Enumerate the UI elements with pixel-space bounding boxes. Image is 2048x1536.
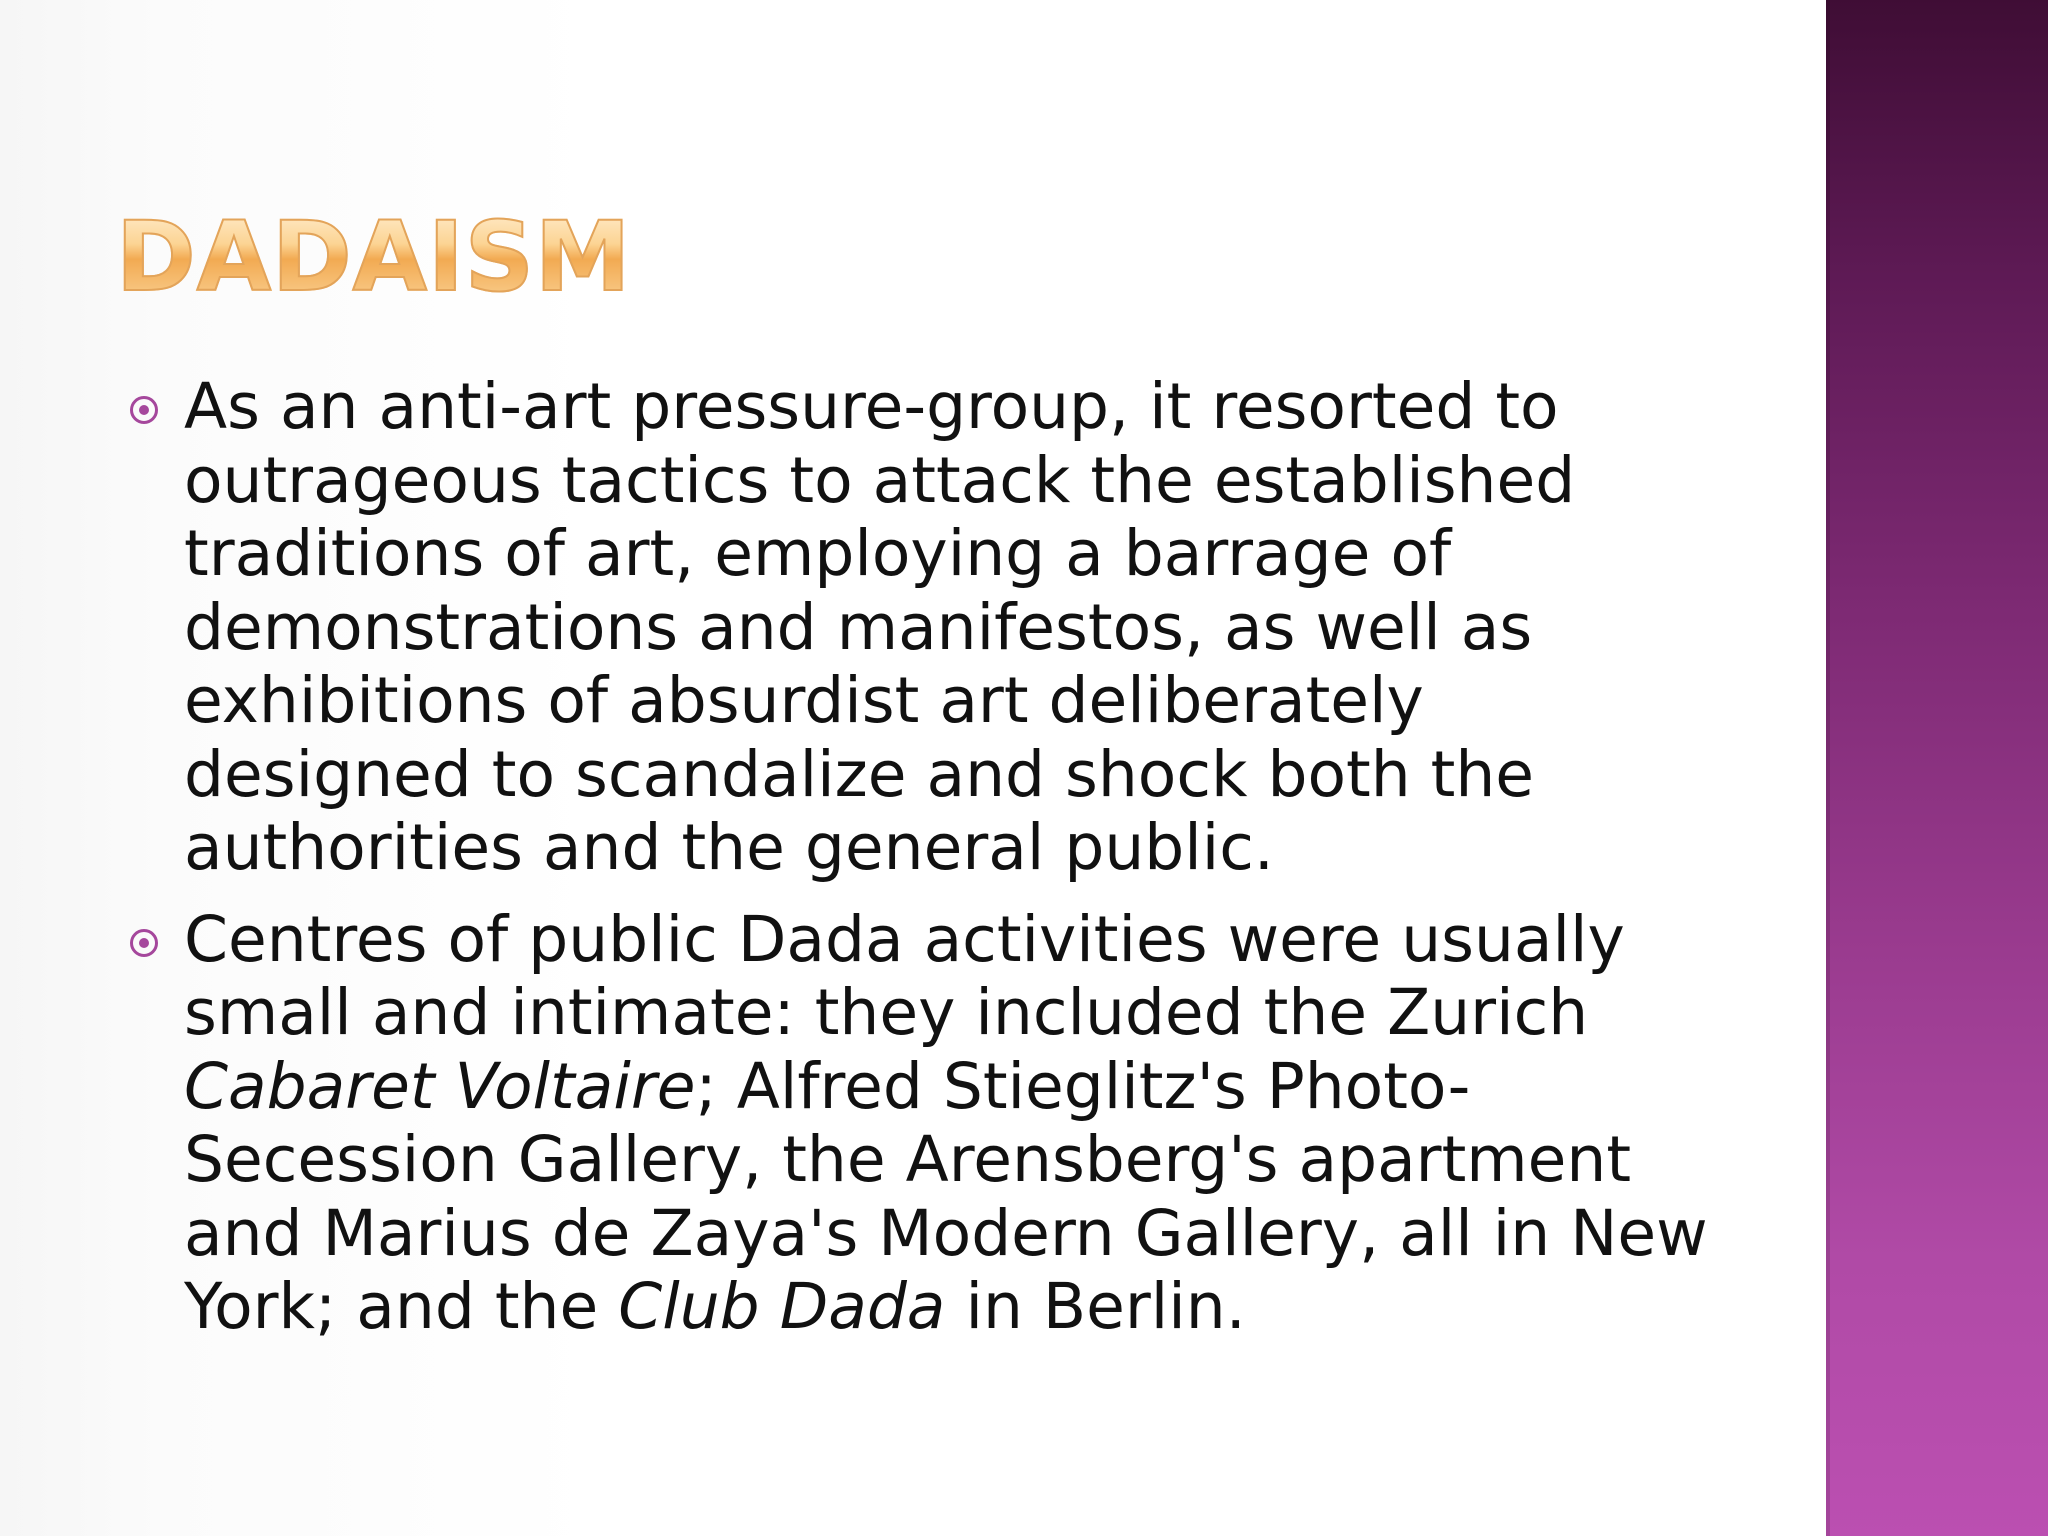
right-decorative-band <box>1826 0 2048 1536</box>
bullet-list <box>184 370 1714 1362</box>
bullet-text-2 <box>184 903 1708 1344</box>
bullet-item-1 <box>184 370 1714 885</box>
bullet-item-2 <box>184 903 1714 1344</box>
band-edge-shadow <box>1826 0 1830 1536</box>
bullet-text-1: As an anti-art pressure-group, it resorted to outrageous tactics to attack the established traditions of art, employing a barrage of demonstrations and manifestos, as well as exhibitions of absurdist art deliberately designed to scandalize and shock both the authorities and the general public. <box>184 370 1576 884</box>
cabaret-voltaire-text: Cabaret Voltaire <box>184 1049 696 1123</box>
club-dada-text: Club Dada <box>618 1270 946 1343</box>
bullet-2-segment-1: Centres of public Dada activities were usually small and intimate: they included the Zurich <box>184 902 1625 1049</box>
circled-dot-bullet-icon <box>130 396 158 424</box>
circled-dot-bullet-icon <box>130 929 158 957</box>
bullet-2-segment-5: in Berlin. <box>945 1270 1246 1343</box>
slide-title: DADAISM <box>116 201 632 313</box>
bullet-2-segment-3: ; Alfred Stieglitz's Photo-Secession Gallery, the Arensberg's apartment and Marius de Zaya's Modern Gallery, all in New York; and the <box>184 1049 1708 1343</box>
